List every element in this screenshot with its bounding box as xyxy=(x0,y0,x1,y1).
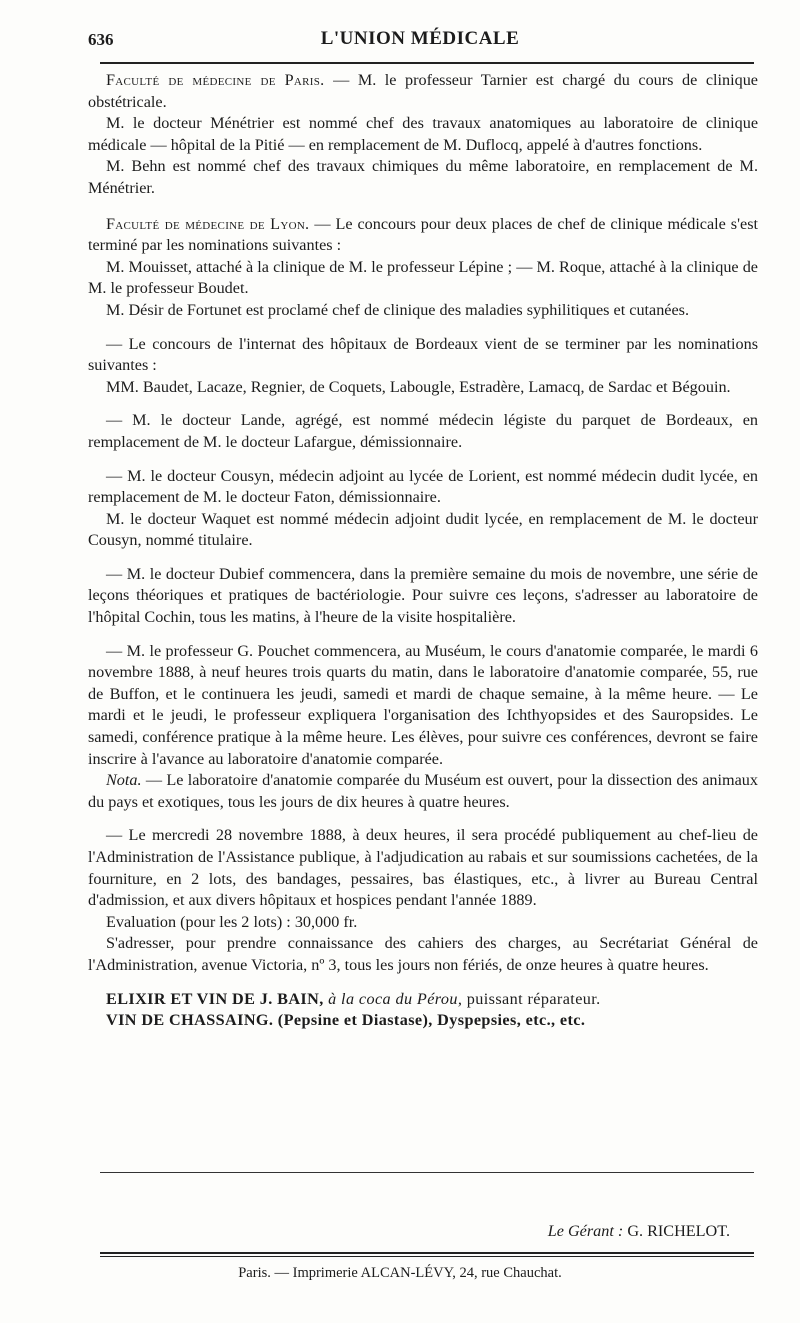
page-number: 636 xyxy=(88,30,114,49)
paragraph: M. Mouisset, attaché à la clinique de M. le professeur Lépine ; — M. Roque, attaché à la clinique de M. le professeur Boudet. xyxy=(88,257,758,298)
advert-vin-chassaing: VIN DE CHASSAING. (Pepsine et Diastase), Dyspepsies, etc., etc. xyxy=(106,1011,586,1030)
running-title: L'UNION MÉDICALE xyxy=(320,28,520,49)
imprint-rule-thin xyxy=(100,1256,754,1257)
paragraph: M. Désir de Fortunet est proclamé chef de clinique des maladies syphilitiques et cutanées. xyxy=(106,300,690,319)
paragraph: M. le docteur Ménétrier est nommé chef des travaux anatomiques au laboratoire de clinique médicale — hôpital de la Pitié — en remplacement de M. Duflocq, appelé à d'autres fonctions. xyxy=(88,114,758,154)
gerant-signature: Le Gérant : G. RICHELOT. xyxy=(547,1222,730,1240)
paragraph: Evaluation (pour les 2 lots) : 30,000 fr. xyxy=(106,912,358,931)
paragraph: MM. Baudet, Lacaze, Regnier, de Coquets, Labougle, Estradère, Lamacq, de Sardac et Bégouin. xyxy=(106,377,731,396)
paragraph: M. le docteur Waquet est nommé médecin adjoint dudit lycée, en remplacement de M. le docteur Cousyn, nommé titulaire. xyxy=(88,509,758,550)
imprint-rule xyxy=(100,1252,754,1254)
footer-rule xyxy=(100,1172,754,1173)
article-body xyxy=(88,70,758,1032)
paragraph: M. Behn est nommé chef des travaux chimiques du même laboratoire, en remplacement de M. Ménétrier. xyxy=(88,157,758,197)
paragraph-bordeaux-internat: — Le concours de l'internat des hôpitaux de Bordeaux vient de se terminer par les nominations suivantes : xyxy=(88,334,758,375)
paragraph-adjudication: — Le mercredi 28 novembre 1888, à deux heures, il sera procédé publiquement au chef-lieu de l'Administration de l'Assistance publique, à l'adjudication au rabais et sur soumissions cachetées, de la fourniture, en 2 lots, des bandages, pessaires, bas élastiques, etc., à livrer au Bureau Central d'admission, et aux divers hôpitaux et hospices pendant l'année 1889. xyxy=(88,826,758,910)
page-header xyxy=(88,28,752,58)
printer-imprint: Paris. — Imprimerie ALCAN-LÉVY, 24, rue Chauchat. xyxy=(238,1265,562,1281)
header-rule xyxy=(100,62,754,64)
paragraph: S'adresser, pour prendre connaissance des cahiers des charges, au Secrétariat Général de l'Administration, avenue Victoria, nº 3, tous les jours non fériés, de onze heures à quatre heures. xyxy=(88,934,758,974)
paragraph-anatomy-course: — M. le professeur G. Pouchet commencera, au Muséum, le cours d'anatomie comparée, le mardi 6 novembre 1888, à neuf heures trois quarts du matin, dans le laboratoire d'anatomie comparée, 55, rue de Buffon, et le continuera les jeudi, samedi et mardi de chaque semaine, à la même heure. — Le mardi et le jeudi, le professeur expliquera l'organisation des Ichthyopsides et des Sauropsides. Le samedi, conférence pratique à la même heure. Les élèves, pour suivre ces conférences, devront se faire inscrire à l'avance au laboratoire d'anatomie comparée. xyxy=(88,641,758,768)
paragraph-nota: Nota. — Le laboratoire d'anatomie comparée du Muséum est ouvert, pour la dissection des animaux du pays et exotiques, tous les jours de dix heures à quatre heures. xyxy=(88,771,758,811)
paragraph-paris-faculty: Faculté de médecine de Paris. — M. le professeur Tarnier est chargé du cours de clinique obstétricale. xyxy=(88,71,758,111)
advert-elixir: ELIXIR ET VIN DE J. BAIN, à la coca du Pérou, puissant réparateur. xyxy=(106,989,601,1008)
paragraph-bacteriology: — M. le docteur Dubief commencera, dans la première semaine du mois de novembre, une série de leçons théoriques et pratiques de bactériologie. Pour suivre ces leçons, s'adresser au laboratoire de l'hôpital Cochin, tous les matins, à l'heure de la visite hospitalière. xyxy=(88,564,758,627)
paragraph-lyon-faculty: Faculté de médecine de Lyon. — Le concours pour deux places de chef de clinique médicale s'est terminé par les nominations suivantes : xyxy=(88,214,758,255)
paragraph: — M. le docteur Cousyn, médecin adjoint au lycée de Lorient, est nommé médecin dudit lycée, en remplacement de M. le docteur Faton, démissionnaire. xyxy=(88,466,758,507)
paragraph: — M. le docteur Lande, agrégé, est nommé médecin légiste du parquet de Bordeaux, en remplacement de M. le docteur Lafargue, démissionnaire. xyxy=(88,411,758,451)
